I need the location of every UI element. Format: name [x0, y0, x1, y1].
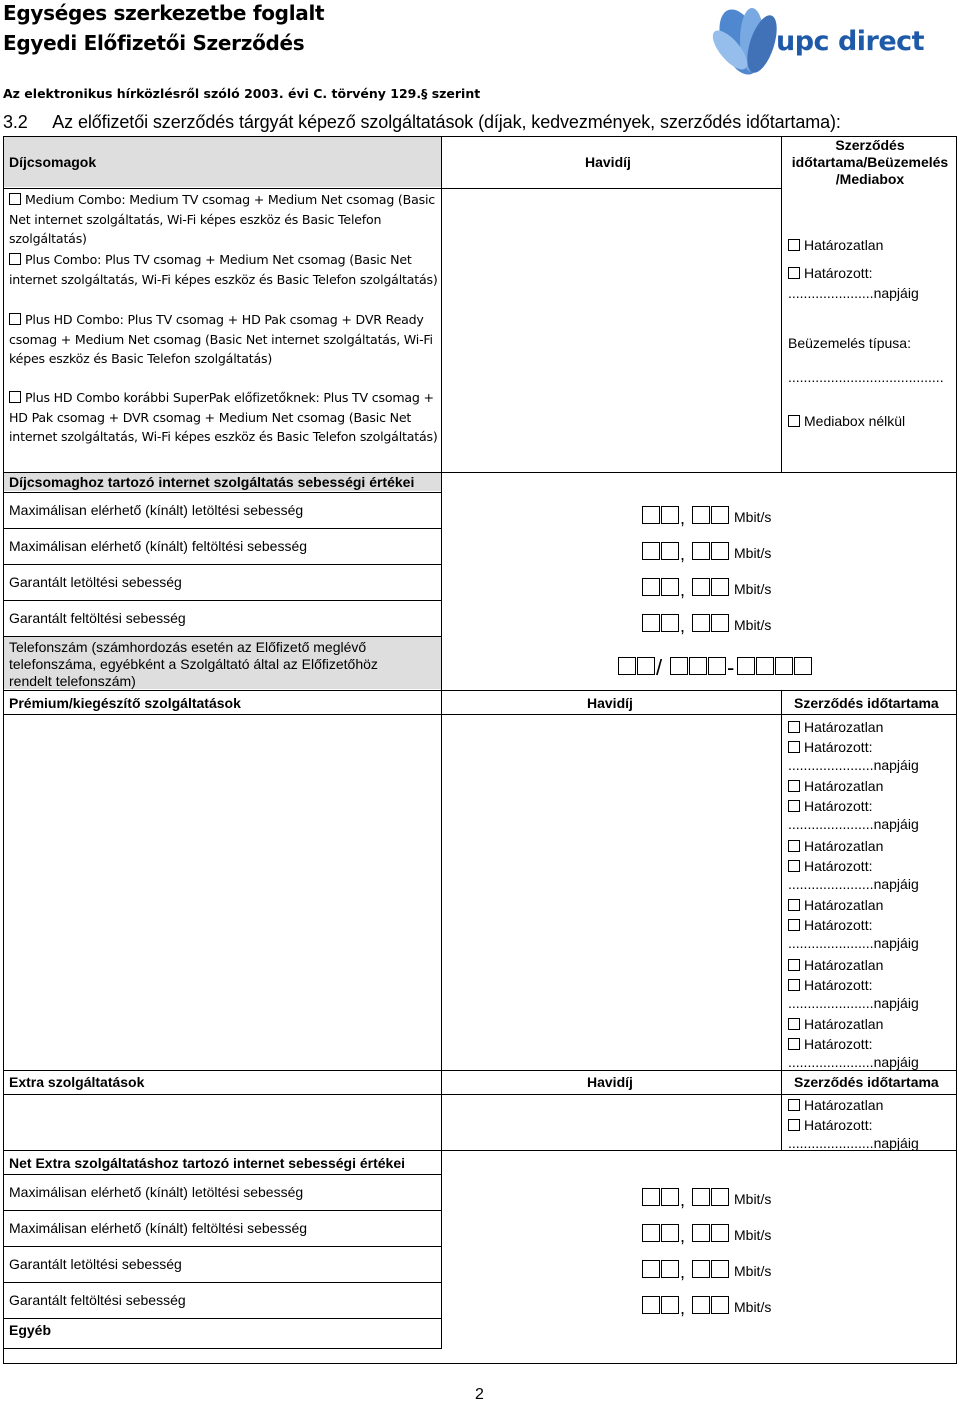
extra-speed-input-guaranteed-download[interactable]: , Mbit/s — [642, 1260, 771, 1283]
page-number: 2 — [475, 1386, 484, 1403]
premium-option-until-5: ......................napjáig — [788, 995, 919, 1011]
speed-input-guaranteed-download[interactable]: , Mbit/s — [642, 578, 771, 601]
option-definite[interactable]: Határozott: — [788, 264, 872, 284]
option-indefinite[interactable]: Határozatlan — [788, 236, 883, 256]
extra-option-definite[interactable]: Határozott: — [788, 1116, 872, 1136]
checkbox[interactable] — [788, 1119, 800, 1131]
premium-col-header-services: Prémium/kiegészítő szolgáltatások — [9, 695, 241, 711]
extra-col-header-services: Extra szolgáltatások — [9, 1074, 145, 1090]
premium-option-indefinite-3[interactable]: Határozatlan — [788, 837, 883, 857]
install-type-field[interactable]: ........................................ — [788, 369, 944, 385]
premium-option-until-1: ......................napjáig — [788, 757, 919, 773]
extra-option-until: ......................napjáig — [788, 1135, 919, 1151]
extra-speed-input-max-download[interactable]: , Mbit/s — [642, 1188, 771, 1211]
extra-speed-header: Net Extra szolgáltatáshoz tartozó internet sebességi értékei — [9, 1155, 406, 1171]
option-no-mediabox[interactable]: Mediabox nélkül — [788, 412, 905, 432]
premium-option-indefinite-2[interactable]: Határozatlan — [788, 777, 883, 797]
extra-col-header-monthly-fee: Havidíj — [587, 1074, 633, 1090]
law-reference: Az elektronikus hírközlésről szóló 2003. évi C. törvény 129.§ szerint — [3, 86, 481, 101]
extra-speed-input-max-upload[interactable]: , Mbit/s — [642, 1224, 771, 1247]
checkbox[interactable] — [9, 253, 21, 265]
package-plus-combo[interactable]: Plus Combo: Plus TV csomag + Medium Net csomag (Basic Net internet szolgáltatás, Wi-Fi képes eszköz és Basic Telefon szolgáltatás) — [9, 252, 438, 287]
checkbox[interactable] — [9, 313, 21, 325]
checkbox[interactable] — [788, 959, 800, 971]
premium-option-until-4: ......................napjáig — [788, 935, 919, 951]
premium-option-definite-1[interactable]: Határozott: — [788, 738, 872, 758]
premium-option-definite-3[interactable]: Határozott: — [788, 857, 872, 877]
section-heading — [3, 112, 841, 133]
package-plus-hd-combo[interactable]: Plus HD Combo: Plus TV csomag + HD Pak csomag + DVR Ready csomag + Medium Net csomag (Basic Net internet szolgáltatás, Wi-Fi képes eszköz és Basic Telefon szolgáltatás) — [9, 312, 433, 366]
premium-option-definite-2[interactable]: Határozott: — [788, 797, 872, 817]
checkbox[interactable] — [788, 1018, 800, 1030]
speed-label-guaranteed-download: Garantált letöltési sebesség — [9, 574, 182, 590]
premium-option-indefinite-1[interactable]: Határozatlan — [788, 718, 883, 738]
checkbox[interactable] — [788, 415, 800, 427]
checkbox[interactable] — [788, 741, 800, 753]
checkbox[interactable] — [788, 800, 800, 812]
other-label: Egyéb — [9, 1322, 52, 1338]
document-title-line2: Egyedi Előfizetői Szerződés — [3, 31, 305, 55]
checkbox[interactable] — [788, 899, 800, 911]
premium-option-until-2: ......................napjáig — [788, 816, 919, 832]
premium-option-indefinite-4[interactable]: Határozatlan — [788, 896, 883, 916]
checkbox[interactable] — [788, 979, 800, 991]
col-header-packages: Díjcsomagok — [9, 154, 97, 170]
premium-option-definite-5[interactable]: Határozott: — [788, 976, 872, 996]
checkbox[interactable] — [788, 1099, 800, 1111]
phone-number-input[interactable]: / - — [618, 655, 813, 681]
premium-col-header-monthly-fee: Havidíj — [587, 695, 633, 711]
checkbox[interactable] — [9, 193, 21, 205]
phone-number-label: Telefonszám (számhordozás esetén az Előfizető meglévő telefonszáma, egyébként a Szolgáltató által az Előfizetőhöz rendelt telefonszám) — [9, 639, 378, 689]
package-medium-combo[interactable]: Medium Combo: Medium TV csomag + Medium Net csomag (Basic Net internet szolgáltatás, Wi-Fi képes eszköz és Basic Telefon szolgáltatás) — [9, 192, 435, 246]
extra-speed-label-guaranteed-download: Garantált letöltési sebesség — [9, 1256, 182, 1272]
checkbox[interactable] — [788, 780, 800, 792]
premium-option-definite-6[interactable]: Határozott: — [788, 1035, 872, 1055]
speed-input-max-download[interactable]: , Mbit/s — [642, 506, 771, 529]
option-until-date: ......................napjáig — [788, 285, 919, 301]
premium-option-until-6: ......................napjáig — [788, 1054, 919, 1070]
col-header-monthly-fee: Havidíj — [585, 154, 631, 170]
checkbox[interactable] — [788, 1038, 800, 1050]
checkbox[interactable] — [788, 267, 800, 279]
premium-col-header-duration: Szerződés időtartama — [794, 695, 939, 711]
extra-speed-label-guaranteed-upload: Garantált feltöltési sebesség — [9, 1292, 186, 1308]
speed-input-max-upload[interactable]: , Mbit/s — [642, 542, 771, 565]
checkbox[interactable] — [788, 840, 800, 852]
col-header-contract-duration: Szerződés időtartama/Beüzemelés /Mediabox — [791, 137, 949, 187]
speed-label-guaranteed-upload: Garantált feltöltési sebesség — [9, 610, 186, 626]
extra-speed-label-max-download: Maximálisan elérhető (kínált) letöltési sebesség — [9, 1184, 304, 1200]
premium-option-indefinite-6[interactable]: Határozatlan — [788, 1015, 883, 1035]
speed-section-header: Díjcsomaghoz tartozó internet szolgáltatás sebességi értékei — [9, 474, 415, 490]
package-plus-hd-combo-superpak[interactable]: Plus HD Combo korábbi SuperPak előfizetőknek: Plus TV csomag + HD Pak csomag + DVR csomag + Medium Net csomag (Basic Net internet szolgáltatás, Wi-Fi képes eszköz és Basic Telefon szolgáltatás) — [9, 390, 438, 444]
extra-speed-label-max-upload: Maximálisan elérhető (kínált) feltöltési sebesség — [9, 1220, 308, 1236]
install-type-label: Beüzemelés típusa: — [788, 335, 911, 351]
extra-col-header-duration: Szerződés időtartama — [794, 1074, 939, 1090]
checkbox[interactable] — [788, 919, 800, 931]
premium-option-until-3: ......................napjáig — [788, 876, 919, 892]
speed-label-max-download: Maximálisan elérhető (kínált) letöltési sebesség — [9, 502, 304, 518]
premium-option-indefinite-5[interactable]: Határozatlan — [788, 956, 883, 976]
speed-input-guaranteed-upload[interactable]: , Mbit/s — [642, 614, 771, 637]
section-number: 3.2 — [3, 112, 28, 132]
checkbox[interactable] — [788, 721, 800, 733]
checkbox[interactable] — [788, 860, 800, 872]
extra-speed-input-guaranteed-upload[interactable]: , Mbit/s — [642, 1296, 771, 1319]
section-title: Az előfizetői szerződés tárgyát képező szolgáltatások (díjak, kedvezmények, szerződés időtartama): — [52, 112, 841, 132]
logo-text: upc direct — [776, 26, 925, 57]
extra-option-indefinite[interactable]: Határozatlan — [788, 1096, 883, 1116]
speed-label-max-upload: Maximálisan elérhető (kínált) feltöltési sebesség — [9, 538, 308, 554]
premium-option-definite-4[interactable]: Határozott: — [788, 916, 872, 936]
document-title-line1: Egységes szerkezetbe foglalt — [3, 1, 325, 25]
checkbox[interactable] — [9, 391, 21, 403]
checkbox[interactable] — [788, 239, 800, 251]
